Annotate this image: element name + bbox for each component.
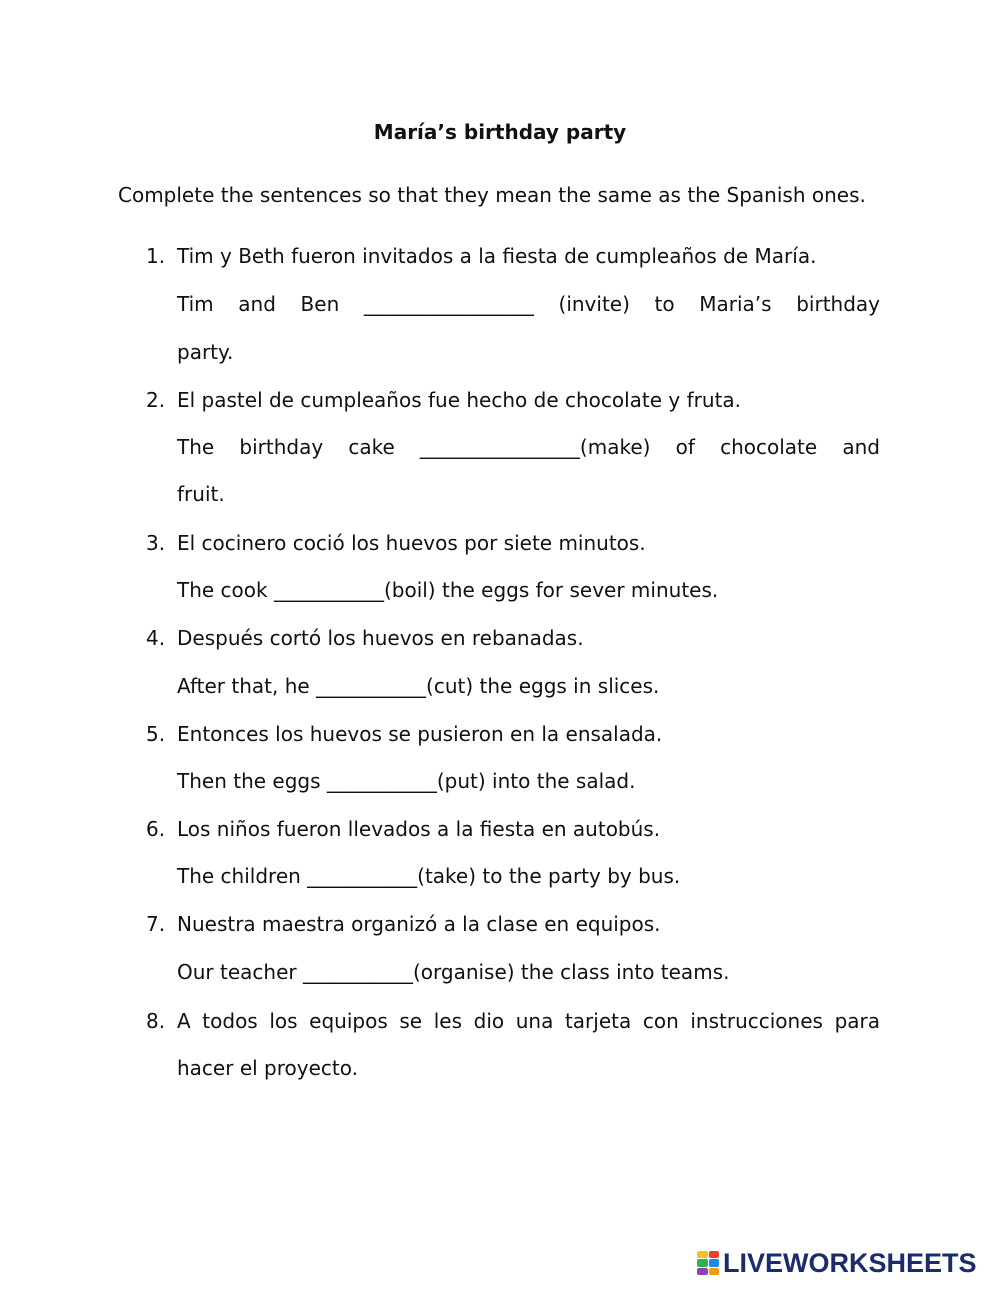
spanish-sentence-cont: hacer el proyecto. (177, 1056, 358, 1080)
spanish-sentence: El pastel de cumpleaños fue hecho de chocolate y fruta. (177, 388, 742, 412)
spanish-sentence: Entonces los huevos se pusieron en la ensalada. (177, 722, 663, 746)
item-number: 2. (146, 388, 166, 412)
spanish-sentence: Nuestra maestra organizó a la clase en equipos. (177, 912, 661, 936)
spanish-sentence: Después cortó los huevos en rebanadas. (177, 626, 584, 650)
english-sentence: Tim and Ben _________________ (invite) to Maria’s birthday (177, 292, 880, 316)
english-sentence: The children ___________(take) to the party by bus. (177, 864, 681, 888)
spanish-sentence: A todos los equipos se les dio una tarjeta con instrucciones para (177, 1009, 880, 1033)
item-number: 4. (146, 626, 166, 650)
logo-mark-icon (697, 1251, 719, 1275)
item-number: 5. (146, 722, 166, 746)
english-sentence: After that, he ___________(cut) the eggs in slices. (177, 674, 660, 698)
item-number: 7. (146, 912, 166, 936)
english-sentence: Then the eggs ___________(put) into the salad. (177, 769, 636, 793)
english-sentence-cont: fruit. (177, 482, 225, 506)
english-sentence: The cook ___________(boil) the eggs for sever minutes. (177, 578, 719, 602)
spanish-sentence: Los niños fueron llevados a la fiesta en autobús. (177, 817, 661, 841)
item-number: 3. (146, 531, 166, 555)
logo-text: LIVEWORKSHEETS (723, 1247, 977, 1278)
english-sentence: The birthday cake ________________(make) of chocolate and (177, 435, 880, 459)
worksheet-title: María’s birthday party (373, 120, 627, 144)
instructions: Complete the sentences so that they mean the same as the Spanish ones. (118, 183, 866, 207)
english-sentence-cont: party. (177, 340, 234, 364)
item-number: 1. (146, 244, 166, 268)
liveworksheets-logo (697, 1247, 977, 1278)
spanish-sentence: El cocinero coció los huevos por siete minutos. (177, 531, 646, 555)
item-number: 8. (146, 1009, 166, 1033)
english-sentence: Our teacher ___________(organise) the class into teams. (177, 960, 730, 984)
spanish-sentence: Tim y Beth fueron invitados a la fiesta de cumpleaños de María. (177, 244, 817, 268)
item-number: 6. (146, 817, 166, 841)
